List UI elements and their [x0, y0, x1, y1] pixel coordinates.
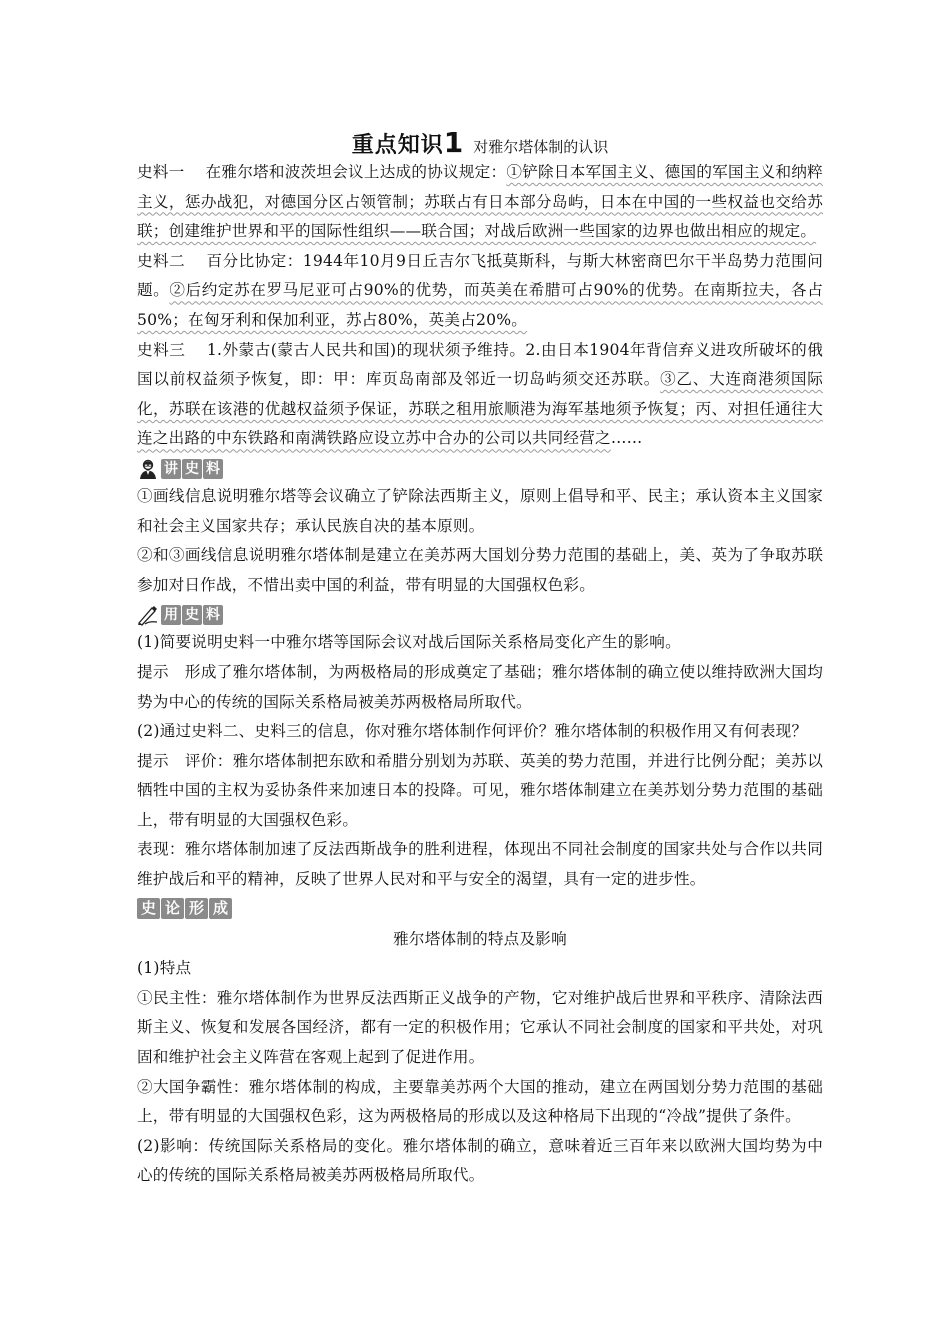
badge-char: 讲 — [161, 459, 181, 479]
badge-char: 料 — [203, 459, 223, 479]
answer-1: 提示 形成了雅尔塔体制，为两极格局的形成奠定了基础；雅尔塔体制的确立使以维持欧洲大国均势为中心的传统的国际关系格局被美苏两极格局所取代。 — [137, 662, 823, 711]
explain-source-badge — [137, 456, 823, 482]
source-three-ellipsis: …… — [610, 429, 643, 448]
badge-char: 史 — [182, 605, 202, 625]
explain-paragraph-1: ①画线信息说明雅尔塔等会议确立了铲除法西斯主义，原则上倡导和平、民主；承认资本主义国家和社会主义国家共存；承认民族自决的基本原则。 — [137, 486, 823, 535]
source-two-label: 史料二 — [137, 251, 186, 270]
source-three-text: 1.外蒙古(蒙古人民共和国)的现状须予维持。2.由日本1904年背信弃义进攻所破坏的俄国以前权益须予恢复，即：甲：库页岛南部及邻近一切岛屿须交还苏联。 — [137, 340, 823, 389]
explain-paragraph-2: ②和③画线信息说明雅尔塔体制是建立在美苏两大国划分势力范围的基础上，美、英为了争取苏联参加对日作战，不惜出卖中国的利益，带有明显的大国强权色彩。 — [137, 546, 823, 594]
badge-char: 史 — [137, 898, 160, 919]
source-two-underlined: ②后约定苏在罗马尼亚可占90%的优势，而英美在希腊可占90%的优势。在南斯拉夫，各占50%；在匈牙利和保加利亚，苏占80%，英美占20%。 — [137, 281, 823, 329]
source-three-label: 史料三 — [137, 340, 186, 359]
badge-char: 成 — [209, 898, 232, 919]
source-one-text: 在雅尔塔和波茨坦会议上达成的协议规定： — [205, 163, 507, 181]
source-three — [137, 336, 823, 454]
title-main: 重点知识 — [351, 133, 444, 158]
badge-char: 论 — [161, 898, 184, 919]
badge-char: 用 — [161, 605, 181, 625]
page-title — [137, 128, 823, 158]
source-one-underlined: ①铲除日本军国主义、德国的军国主义和纳粹主义，惩办战犯，对德国分区占领管制；苏联占有日本部分岛屿，日本在中国的一些权益也交给苏联；创建维护世界和平的国际性组织——联合国；对战后欧洲一些国家的边界也做出相应的规定。 — [137, 163, 823, 241]
conclusion-heading: 雅尔塔体制的特点及影响 — [393, 929, 567, 948]
conclusion-paragraph-3: (2)影响：传统国际关系格局的变化。雅尔塔体制的确立，意味着近三百年来以欧洲大国均势为中心的传统的国际关系格局被美苏两极格局所取代。 — [137, 1136, 823, 1185]
source-two-text: 百分比协定：1944年10月9日丘吉尔飞抵莫斯科，与斯大林密商巴尔干半岛势力范围问题。 — [137, 251, 823, 300]
conclusion-subheading-1: (1)特点 — [137, 959, 192, 978]
writing-hand-icon — [137, 604, 159, 626]
badge-char: 料 — [203, 605, 223, 625]
source-one — [137, 158, 823, 247]
badge-char: 史 — [182, 459, 202, 479]
source-two — [137, 247, 823, 336]
source-three-underlined: ③乙、大连商港须国际化，苏联在该港的优越权益须予保证，苏联之租用旅顺港为海军基地须予恢复；丙、对担任通往大连之出路的中东铁路和南满铁路应设立苏中合办的公司以共同经营之 — [137, 370, 823, 448]
conclusion-paragraph-2: ②大国争霸性：雅尔塔体制的构成，主要靠美苏两个大国的推动，建立在两国划分势力范围的基础上，带有明显的大国强权色彩，这为两极格局的形成以及这种格局下出现的“冷战”提供了条件。 — [137, 1077, 823, 1126]
teacher-icon — [137, 458, 159, 480]
page-content — [137, 128, 823, 1191]
conclusion-badge — [137, 896, 823, 922]
question-2: (2)通过史料二、史料三的信息，你对雅尔塔体制作何评价？雅尔塔体制的积极作用又有何表现？ — [137, 722, 808, 741]
source-one-label: 史料一 — [137, 163, 185, 181]
answer-2: 提示 评价：雅尔塔体制把东欧和希腊分别划为苏联、英美的势力范围，并进行比例分配；美苏以牺牲中国的主权为妥协条件来加速日本的投降。可见，雅尔塔体制建立在美苏划分势力范围的基础上，带有明显的大国强权色彩。 — [137, 751, 823, 829]
answer-3: 表现：雅尔塔体制加速了反法西斯战争的胜利进程，体现出不同社会制度的国家共处与合作以共同维护战后和平的精神，反映了世界人民对和平与安全的渴望，具有一定的进步性。 — [137, 840, 823, 889]
badge-char: 形 — [185, 898, 208, 919]
title-number: 1 — [443, 126, 464, 159]
use-source-badge — [137, 602, 823, 628]
question-1: (1)简要说明史料一中雅尔塔等国际会议对战后国际关系格局变化产生的影响。 — [137, 633, 681, 652]
title-subtitle: 对雅尔塔体制的认识 — [473, 138, 609, 156]
conclusion-paragraph-1: ①民主性：雅尔塔体制作为世界反法西斯正义战争的产物，它对维护战后世界和平秩序、清除法西斯主义、恢复和发展各国经济，都有一定的积极作用；它承认不同社会制度的国家和平共处，对巩固和维护社会主义阵营在客观上起到了促进作用。 — [137, 988, 823, 1067]
